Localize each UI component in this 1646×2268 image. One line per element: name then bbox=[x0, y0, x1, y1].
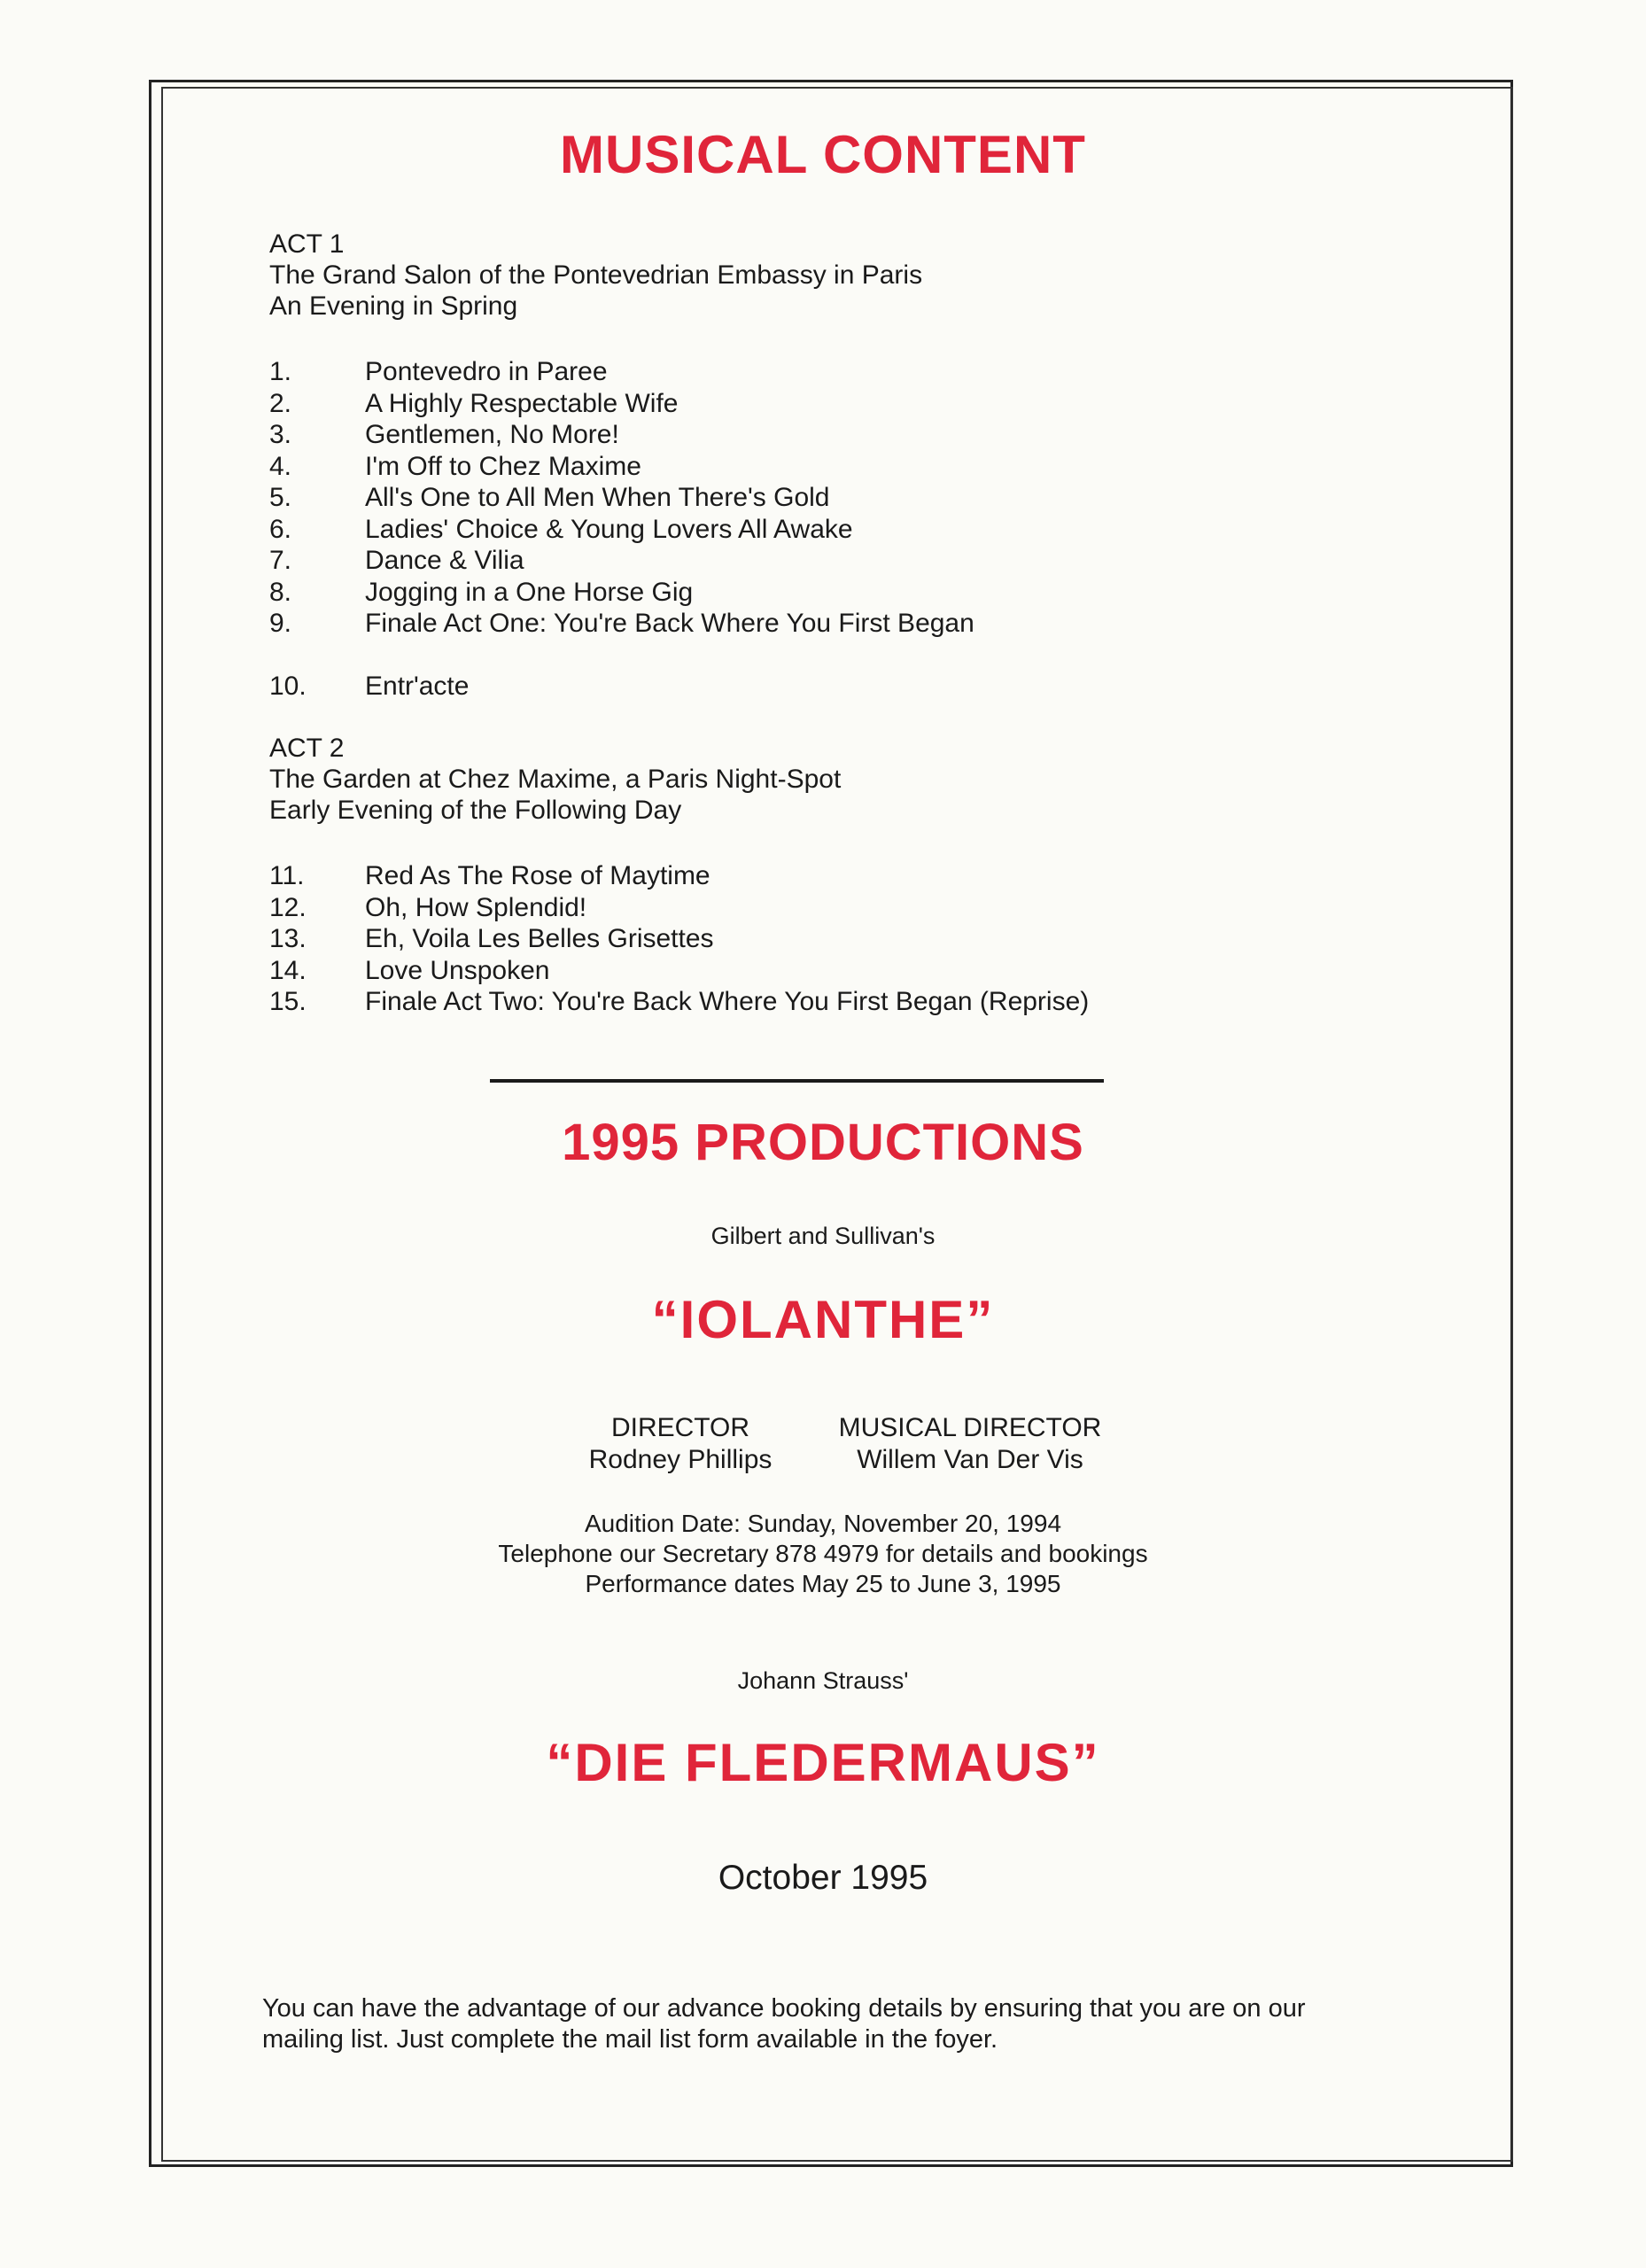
act2-time: Early Evening of the Following Day bbox=[269, 796, 682, 825]
section-divider bbox=[490, 1079, 1104, 1083]
track-item bbox=[269, 671, 469, 703]
track-number: 8. bbox=[269, 577, 292, 607]
track-title: Jogging in a One Horse Gig bbox=[365, 577, 694, 607]
track-title: Gentlemen, No More! bbox=[365, 420, 619, 449]
track-number: 4. bbox=[269, 451, 292, 481]
track-number: 2. bbox=[269, 388, 292, 418]
track-item bbox=[269, 955, 1089, 987]
track-item bbox=[269, 545, 974, 577]
mailing-note-line1: You can have the advantage of our advance booking details by ensuring that you are on our bbox=[262, 1994, 1306, 2023]
track-item bbox=[269, 482, 974, 514]
productions-heading: 1995 PRODUCTIONS bbox=[562, 1114, 1084, 1171]
track-title: Finale Act One: You're Back Where You First Began bbox=[365, 609, 974, 638]
track-item bbox=[269, 451, 974, 483]
show2-date: October 1995 bbox=[718, 1859, 928, 1897]
track-title: Entr'acte bbox=[365, 672, 470, 701]
music-director-credit bbox=[828, 1412, 1112, 1476]
mailing-list-note bbox=[262, 1993, 1306, 2055]
track-item bbox=[269, 388, 974, 420]
track-number: 3. bbox=[269, 420, 292, 449]
track-title: I'm Off to Chez Maxime bbox=[365, 451, 641, 481]
performance-dates: Performance dates May 25 to June 3, 1995 bbox=[585, 1570, 1061, 1597]
act1-label: ACT 1 bbox=[269, 229, 345, 259]
show2-title: “DIE FLEDERMAUS” bbox=[546, 1733, 1100, 1792]
track-item bbox=[269, 892, 1089, 924]
act1-time: An Evening in Spring bbox=[269, 291, 518, 321]
track-number: 5. bbox=[269, 483, 292, 512]
track-number: 14. bbox=[269, 955, 307, 985]
track-item bbox=[269, 986, 1089, 1018]
show2-composer: Johann Strauss' bbox=[737, 1667, 909, 1694]
act2-track-list bbox=[269, 860, 1089, 1018]
act1-track-list bbox=[269, 356, 974, 640]
act1-setting: The Grand Salon of the Pontevedrian Embassy in Paris bbox=[269, 260, 923, 290]
show1-composer: Gilbert and Sullivan's bbox=[710, 1223, 936, 1249]
track-item bbox=[269, 577, 974, 609]
show1-details bbox=[0, 1509, 1646, 1599]
act2-setting: The Garden at Chez Maxime, a Paris Night-Spot bbox=[269, 765, 842, 794]
track-title: Oh, How Splendid! bbox=[365, 892, 587, 922]
track-number: 7. bbox=[269, 546, 292, 575]
track-title: Pontevedro in Paree bbox=[365, 357, 608, 386]
track-title: Dance & Vilia bbox=[365, 546, 524, 575]
track-title: Finale Act Two: You're Back Where You First Began (Reprise) bbox=[365, 987, 1090, 1016]
track-number: 9. bbox=[269, 609, 292, 638]
act2-label: ACT 2 bbox=[269, 734, 345, 763]
track-title: Eh, Voila Les Belles Grisettes bbox=[365, 924, 714, 953]
track-number: 15. bbox=[269, 987, 307, 1016]
show1-title: “IOLANTHE” bbox=[651, 1290, 995, 1349]
track-number: 1. bbox=[269, 357, 292, 386]
entracte-item bbox=[269, 671, 469, 703]
track-item bbox=[269, 608, 974, 640]
track-item bbox=[269, 419, 974, 451]
track-title: A Highly Respectable Wife bbox=[365, 388, 679, 418]
musical-content-heading: MUSICAL CONTENT bbox=[560, 125, 1086, 184]
track-title: Ladies' Choice & Young Lovers All Awake bbox=[365, 514, 853, 544]
track-number: 13. bbox=[269, 924, 307, 953]
track-title: Red As The Rose of Maytime bbox=[365, 861, 710, 890]
track-item bbox=[269, 860, 1089, 892]
act2-block bbox=[269, 733, 841, 826]
audition-date: Audition Date: Sunday, November 20, 1994 bbox=[584, 1510, 1062, 1537]
mailing-note-line2: mailing list. Just complete the mail list form available in the foyer. bbox=[262, 2025, 998, 2054]
director-credit bbox=[556, 1412, 804, 1476]
director-name: Rodney Phillips bbox=[588, 1445, 773, 1474]
track-number: 6. bbox=[269, 514, 292, 544]
track-number: 10. bbox=[269, 672, 307, 701]
track-number: 12. bbox=[269, 892, 307, 922]
track-item bbox=[269, 923, 1089, 955]
music-director-label: MUSICAL DIRECTOR bbox=[838, 1413, 1102, 1442]
act1-block bbox=[269, 229, 922, 322]
track-title: Love Unspoken bbox=[365, 955, 550, 985]
track-item bbox=[269, 514, 974, 546]
telephone-line: Telephone our Secretary 878 4979 for details and bookings bbox=[498, 1540, 1148, 1567]
music-director-name: Willem Van Der Vis bbox=[857, 1445, 1083, 1474]
track-number: 11. bbox=[269, 861, 305, 890]
track-item bbox=[269, 356, 974, 388]
track-title: All's One to All Men When There's Gold bbox=[365, 483, 830, 512]
director-label: DIRECTOR bbox=[610, 1413, 750, 1442]
